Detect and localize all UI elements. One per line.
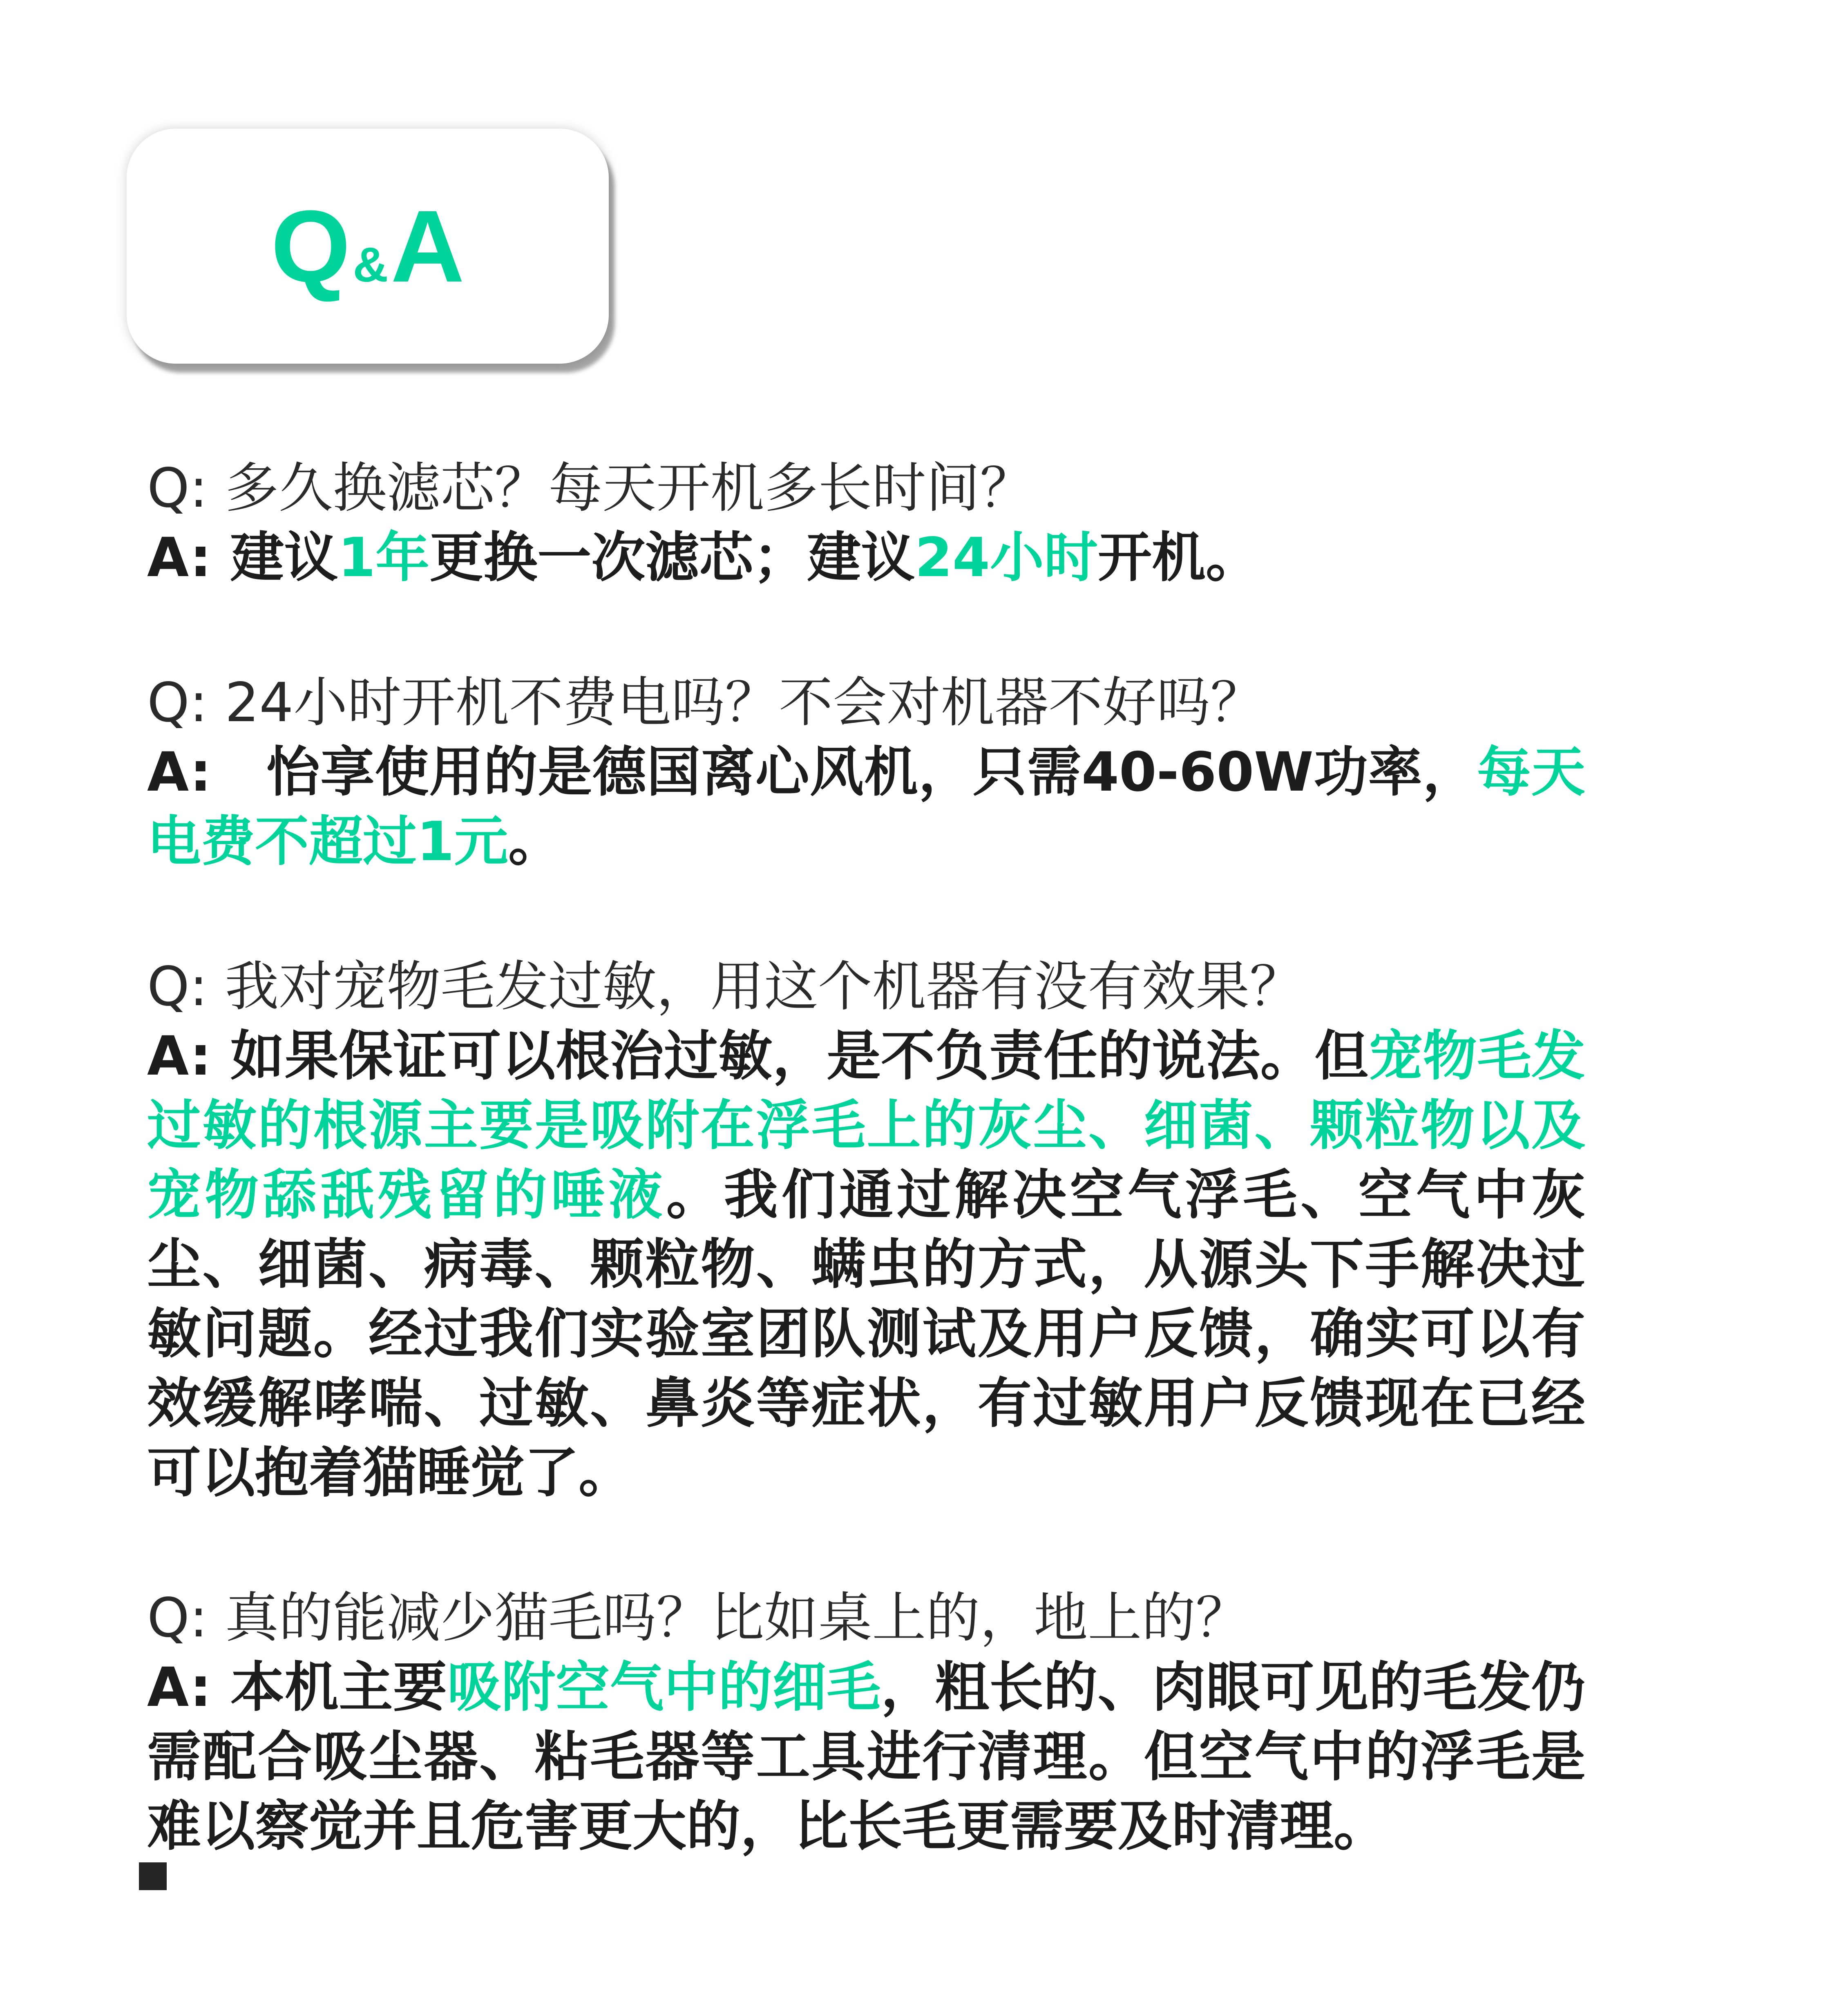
answer-2 (147, 738, 1585, 876)
qa-badge-ampersand: & (353, 237, 389, 292)
answer-1-highlight-1: 1年 (338, 526, 430, 589)
answer-1-highlight-2: 24小时 (915, 526, 1098, 589)
answer-4-seg-3: ，粗长的、肉眼可见的毛发仍需配合吸尘器、粘毛器等工具进行清理。但空气中的浮毛是难以察觉并且危害更大的，比长毛更需要及时清理。 (147, 1656, 1586, 1858)
qa-badge (127, 129, 609, 364)
end-square-marker (139, 1862, 167, 1890)
qa-item-1 (147, 454, 1585, 592)
question-3: Q: 我对宠物毛发过敏，用这个机器有没有效果？ (147, 955, 1304, 1018)
answer-2-seg-1: A: 怡享使用的是德国离心风机，只需40-60W功率， (147, 741, 1477, 804)
qa-list (147, 454, 1585, 1861)
answer-1-seg-1: A: 建议 (147, 526, 338, 589)
answer-4-highlight-1: 吸附空气中的细毛 (447, 1656, 881, 1719)
answer-3-seg-3: 。我们通过解决空气浮毛、空气中灰尘、细菌、病毒、颗粒物、螨虫的方式，从源头下手解决过敏问题。经过我们实验室团队测试及用户反馈，确实可以有效缓解哮喘、过敏、鼻炎等症状，有过敏用户反馈现在已经可以抱着猫睡觉了。 (147, 1164, 1585, 1504)
question-4: Q: 真的能减少猫毛吗？比如桌上的，地上的？ (147, 1587, 1250, 1649)
answer-1-seg-3: 更换一次滤芯；建议 (429, 526, 915, 589)
answer-3-highlight-1: 宠物毛发过敏的根源主要是吸附在浮毛上的灰尘、细菌、颗粒物以及宠物舔舐残留的唾液 (147, 1025, 1585, 1227)
answer-2-highlight-1: 每天电费不超过1元 (147, 741, 1585, 873)
question-1: Q: 多久换滤芯？每天开机多长时间？ (147, 457, 1034, 520)
answer-1 (147, 523, 1585, 592)
qa-item-2 (147, 668, 1585, 876)
answer-1-seg-5: 开机。 (1097, 526, 1260, 589)
qa-badge-q: Q (271, 189, 351, 303)
answer-4 (147, 1653, 1585, 1861)
qa-item-3 (147, 952, 1585, 1508)
answer-2-seg-3: 。 (508, 810, 562, 873)
qa-badge-a: A (391, 189, 465, 303)
qa-badge-title (271, 189, 465, 303)
answer-3-seg-1: A: 如果保证可以根治过敏，是不负责任的说法。但 (147, 1025, 1369, 1088)
qa-item-4 (147, 1583, 1585, 1861)
answer-4-seg-1: A: 本机主要 (147, 1656, 447, 1719)
question-2: Q: 24小时开机不费电吗？不会对机器不好吗？ (147, 671, 1265, 734)
answer-3 (147, 1021, 1585, 1508)
